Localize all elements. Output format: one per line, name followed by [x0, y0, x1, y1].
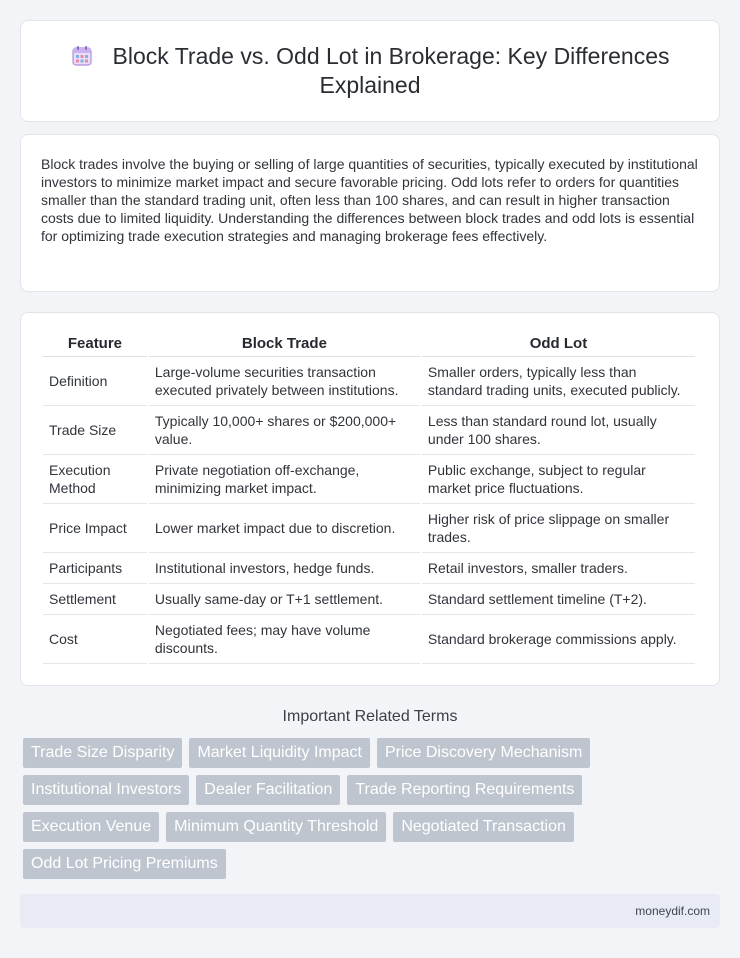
- feature-cell: Cost: [43, 615, 147, 664]
- table-row: [43, 553, 695, 584]
- table-row: [43, 357, 695, 406]
- intro-paragraph: Block trades involve the buying or selling of large quantities of securities, typically executed by institutional investors to minimize market impact and secure favorable pricing. Odd lots refer to orders for quantities smaller than the standard trading unit, often less than 100 shares, and can result in higher transaction costs due to limited liquidity. Understanding the differences between block trades and odd lots is essential for optimizing trade execution strategies and managing brokerage fees effectively.: [41, 156, 698, 244]
- odd-lot-cell: Higher risk of price slippage on smaller trades.: [422, 504, 695, 553]
- block-trade-cell: Large-volume securities transaction executed privately between institutions.: [149, 357, 420, 406]
- odd-lot-cell: Standard brokerage commissions apply.: [422, 615, 695, 664]
- block-trade-cell: Institutional investors, hedge funds.: [149, 553, 420, 584]
- term-tag[interactable]: Trade Reporting Requirements: [347, 775, 582, 805]
- feature-cell: Settlement: [43, 584, 147, 615]
- related-terms-section: [20, 708, 720, 879]
- block-trade-cell: Lower market impact due to discretion.: [149, 504, 420, 553]
- block-trade-cell: Private negotiation off-exchange, minimizing market impact.: [149, 455, 420, 504]
- odd-lot-cell: Standard settlement timeline (T+2).: [422, 584, 695, 615]
- table-row: [43, 406, 695, 455]
- term-tag[interactable]: Market Liquidity Impact: [189, 738, 370, 768]
- table-row: [43, 584, 695, 615]
- page-title-text: Block Trade vs. Odd Lot in Brokerage: Key Differences Explained: [112, 43, 670, 98]
- odd-lot-cell: Smaller orders, typically less than standard trading units, executed publicly.: [422, 357, 695, 406]
- related-terms-list: [20, 738, 720, 879]
- feature-cell: Price Impact: [43, 504, 147, 553]
- feature-cell: Execution Method: [43, 455, 147, 504]
- feature-cell: Participants: [43, 553, 147, 584]
- term-tag[interactable]: Institutional Investors: [23, 775, 189, 805]
- comparison-card: [20, 312, 720, 686]
- term-tag[interactable]: Minimum Quantity Threshold: [166, 812, 386, 842]
- term-tag[interactable]: Price Discovery Mechanism: [377, 738, 590, 768]
- related-terms-heading: Important Related Terms: [282, 708, 458, 725]
- odd-lot-cell: Public exchange, subject to regular market price fluctuations.: [422, 455, 695, 504]
- odd-lot-cell: Retail investors, smaller traders.: [422, 553, 695, 584]
- header-feature: Feature: [43, 333, 147, 357]
- header-odd-lot: Odd Lot: [422, 333, 695, 357]
- term-tag[interactable]: Odd Lot Pricing Premiums: [23, 849, 226, 879]
- header-block-trade: Block Trade: [149, 333, 420, 357]
- feature-cell: Definition: [43, 357, 147, 406]
- comparison-table: [41, 333, 697, 664]
- block-trade-cell: Typically 10,000+ shares or $200,000+ value.: [149, 406, 420, 455]
- odd-lot-cell: Less than standard round lot, usually under 100 shares.: [422, 406, 695, 455]
- block-trade-cell: Negotiated fees; may have volume discounts.: [149, 615, 420, 664]
- term-tag[interactable]: Negotiated Transaction: [393, 812, 574, 842]
- feature-cell: Trade Size: [43, 406, 147, 455]
- term-tag[interactable]: Execution Venue: [23, 812, 159, 842]
- table-row: [43, 504, 695, 553]
- title-card: [20, 20, 720, 122]
- footer-site-link[interactable]: moneydif.com: [635, 904, 710, 918]
- intro-card: [20, 134, 720, 292]
- term-tag[interactable]: Dealer Facilitation: [196, 775, 340, 805]
- footer: [20, 894, 720, 928]
- block-trade-cell: Usually same-day or T+1 settlement.: [149, 584, 420, 615]
- term-tag[interactable]: Trade Size Disparity: [23, 738, 182, 768]
- table-row: [43, 455, 695, 504]
- table-row: [43, 615, 695, 664]
- calendar-icon: [71, 45, 93, 67]
- page-title: [51, 42, 689, 100]
- table-header-row: [43, 333, 695, 357]
